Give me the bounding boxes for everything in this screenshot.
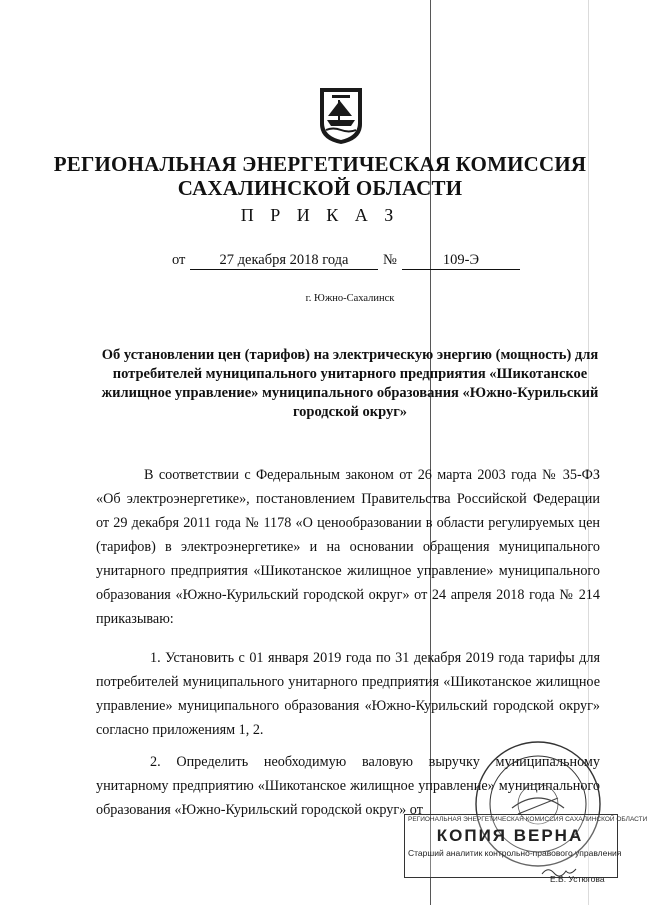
org-name-line2: САХАЛИНСКОЙ ОБЛАСТИ: [177, 176, 463, 200]
number-value: 109-Э: [402, 252, 520, 270]
stamp-title: КОПИЯ ВЕРНА: [436, 826, 584, 845]
coat-of-arms-emblem: [318, 86, 364, 146]
paragraph-item-2: 2. Определить необходимую валовую выручку муниципальному унитарному предприятию «Шикотанское жилищное управление» муниципального образования «Южно-Курильский городской округ» от: [96, 754, 600, 818]
signer-name: Е.В. Устюгова: [550, 874, 605, 884]
stamp-position: Старший аналитик контрольно-правового управления: [408, 848, 622, 858]
paragraph-preamble: В соответствии с Федеральным законом от 26 марта 2003 года № 35-ФЗ «Об электроэнергетике», постановлением Правительства Российской Федерации от 29 декабря 2011 года № 1178 «О ценообразовании в области регулируемых цен (тарифов) в электроэнергетике» и на основании обращения муниципального унитарного предприятия «Шикотанское жилищное управление» муниципального образования «Южно-Курильский городской округ» от 24 апреля 2018 года № 214 приказываю:: [96, 467, 600, 627]
stamp-header: РЕГИОНАЛЬНАЯ ЭНЕРГЕТИЧЕСКАЯ КОМИССИЯ САХАЛИНСКОЙ ОБЛАСТИ: [408, 816, 647, 823]
date-label: от: [172, 252, 186, 268]
number-label: №: [383, 252, 397, 268]
city: г. Южно-Сахалинск: [305, 293, 395, 304]
date-value: 27 декабря 2018 года: [190, 252, 378, 270]
document-subject: Об установлении цен (тарифов) на электрическую энергию (мощность) для потребителей муниципального унитарного предприятия «Шикотанское жилищное управление» муниципального образования «Южно-Курильский городской округ»: [101, 347, 599, 420]
org-name-line1: РЕГИОНАЛЬНАЯ ЭНЕРГЕТИЧЕСКАЯ КОМИССИЯ: [53, 152, 587, 176]
paragraph-item-1: 1. Установить с 01 января 2019 года по 31 декабря 2019 года тарифы для потребителей муниципального унитарного предприятия «Шикотанское жилищное управление» муниципального образования «Южно-Курильский городской округ» согласно приложениям 1, 2.: [96, 650, 600, 738]
document-type: П Р И К А З: [240, 205, 400, 225]
